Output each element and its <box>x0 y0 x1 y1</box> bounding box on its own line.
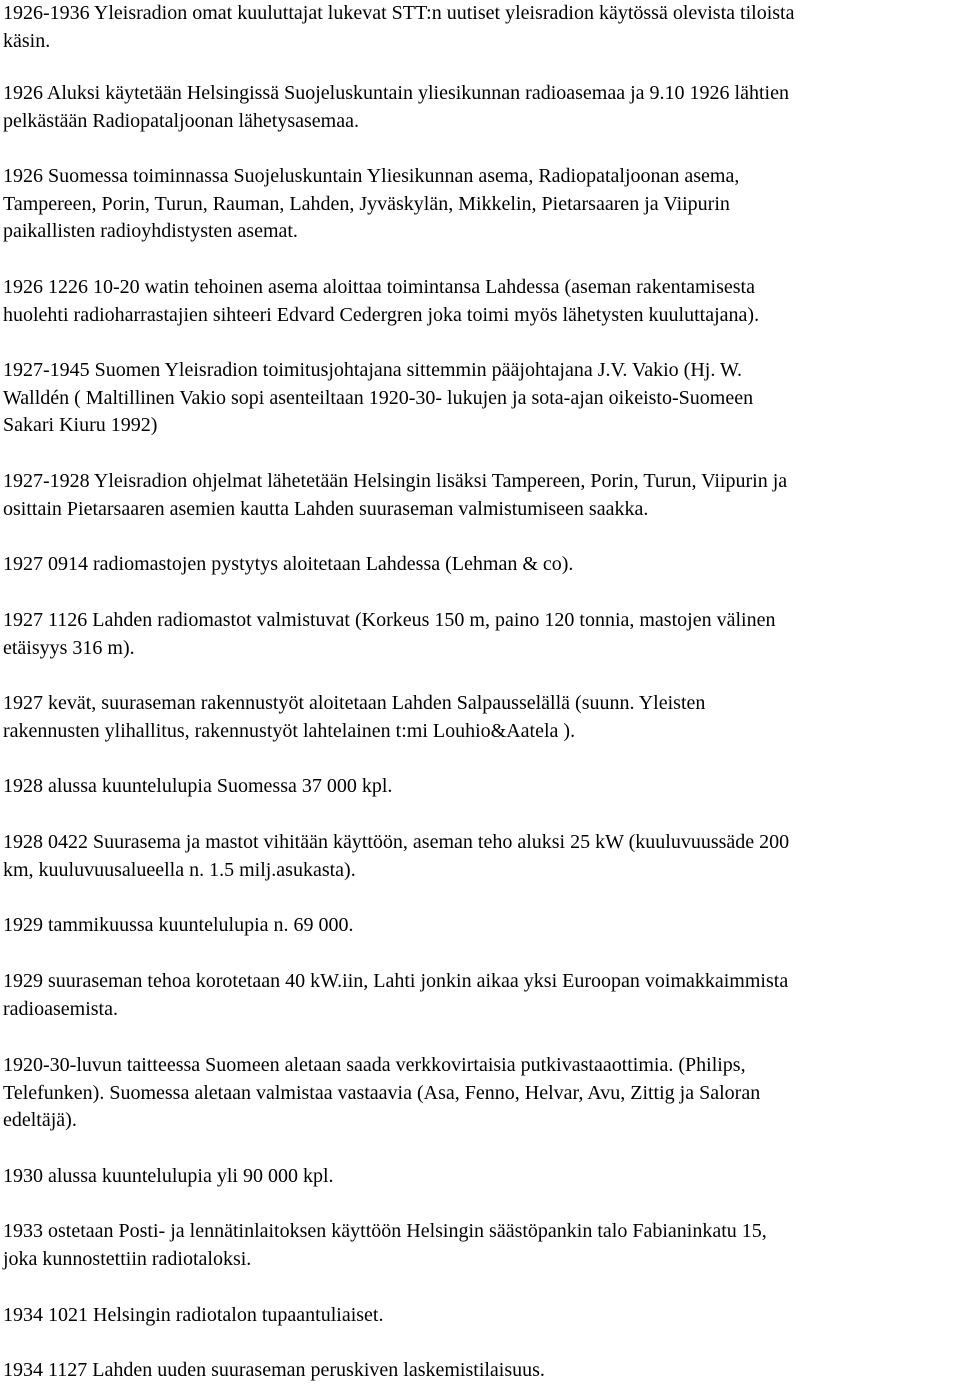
text-line: paikallisten radioyhdistysten asemat. <box>3 220 298 242</box>
timeline-entry <box>3 1218 958 1273</box>
text-line: 1926 Suomessa toiminnassa Suojeluskuntain Yliesikunnan asema, Radiopataljoonan asema, <box>3 165 740 187</box>
text-line: 1929 tammikuussa kuuntelulupia n. 69 000. <box>3 914 354 936</box>
text-line: 1926 1226 10-20 watin tehoinen asema aloittaa toimintansa Lahdessa (aseman rakentamisesta <box>3 276 755 298</box>
timeline-entry <box>3 80 958 135</box>
timeline-entry <box>3 551 958 579</box>
text-line: 1934 1021 Helsingin radiotalon tupaantuliaiset. <box>3 1304 384 1326</box>
timeline-entry <box>3 468 958 523</box>
text-line: 1933 ostetaan Posti- ja lennätinlaitoksen käyttöön Helsingin säästöpankin talo Fabianinkatu 15, <box>3 1220 767 1242</box>
text-line: radioasemista. <box>3 997 118 1020</box>
text-line: 1929 suuraseman tehoa korotetaan 40 kW.iin, Lahti jonkin aikaa yksi Euroopan voimakkaimmista <box>3 970 789 992</box>
timeline-entry <box>3 607 958 662</box>
text-line: etäisyys 316 m). <box>3 636 135 659</box>
text-line: km, kuuluvuusalueella n. 1.5 milj.asukasta). <box>3 858 356 881</box>
text-line: osittain Pietarsaaren asemien kautta Lahden suuraseman valmistumiseen saakka. <box>3 497 649 520</box>
timeline-entry <box>3 163 958 246</box>
text-line: 1927-1945 Suomen Yleisradion toimitusjohtajana sittemmin pääjohtajana J.V. Vakio (Hj. W. <box>3 359 742 381</box>
timeline-entry <box>3 1302 958 1330</box>
timeline-entry <box>3 1163 958 1191</box>
text-line: 1928 0422 Suurasema ja mastot vihitään käyttöön, aseman teho aluksi 25 kW (kuuluvuussäde 200 <box>3 831 790 853</box>
text-line: 1928 alussa kuuntelulupia Suomessa 37 000 kpl. <box>3 775 393 797</box>
timeline-entry <box>3 690 958 745</box>
text-line: pelkästään Radiopataljoonan lähetysasemaa. <box>3 109 359 132</box>
text-line: 1927 1126 Lahden radiomastot valmistuvat (Korkeus 150 m, paino 120 tonnia, mastojen välinen <box>3 609 776 631</box>
text-line: huolehti radioharrastajien sihteeri Edvard Cedergren joka toimi myös lähetysten kuuluttajana). <box>3 303 760 326</box>
text-line: 1927 kevät, suuraseman rakennustyöt aloitetaan Lahden Salpausselällä (suunn. Yleisten <box>3 692 706 714</box>
timeline-entry <box>3 274 958 329</box>
timeline-entry <box>3 0 958 55</box>
text-line: Tampereen, Porin, Turun, Rauman, Lahden, Jyväskylän, Mikkelin, Pietarsaaren ja Viipurin <box>3 192 730 215</box>
timeline-entry <box>3 357 958 440</box>
text-line: 1934 1127 Lahden uuden suuraseman peruskiven laskemistilaisuus. <box>3 1359 545 1381</box>
text-line: 1926-1936 Yleisradion omat kuuluttajat lukevat STT:n uutiset yleisradion käytössä olevista tiloista <box>3 2 795 24</box>
text-line: 1927-1928 Yleisradion ohjelmat lähetetään Helsingin lisäksi Tampereen, Porin, Turun, Viipurin ja <box>3 470 788 492</box>
timeline-entry <box>3 1052 958 1135</box>
timeline-entry <box>3 1357 958 1385</box>
text-line: joka kunnostettiin radiotaloksi. <box>3 1247 252 1270</box>
text-line: 1926 Aluksi käytetään Helsingissä Suojeluskuntain yliesikunnan radioasemaa ja 9.10 1926 lähtien <box>3 82 789 104</box>
timeline-entry <box>3 968 958 1023</box>
timeline-entry <box>3 829 958 884</box>
timeline-entry <box>3 912 958 940</box>
text-line: edeltäjä). <box>3 1109 77 1131</box>
text-line: rakennusten ylihallitus, rakennustyöt lahtelainen t:mi Louhio&Aatela ). <box>3 719 576 742</box>
text-line: 1930 alussa kuuntelulupia yli 90 000 kpl. <box>3 1165 334 1187</box>
text-line: Telefunken). Suomessa aletaan valmistaa vastaavia (Asa, Fenno, Helvar, Avu, Zittig ja Saloran <box>3 1081 761 1104</box>
text-line: käsin. <box>3 29 51 52</box>
text-line: 1920-30-luvun taitteessa Suomeen aletaan saada verkkovirtaisia putkivastaaottimia. (Philips, <box>3 1054 746 1076</box>
text-line: Sakari Kiuru 1992) <box>3 414 158 436</box>
text-line: 1927 0914 radiomastojen pystytys aloitetaan Lahdessa (Lehman & co). <box>3 553 574 575</box>
text-line: Walldén ( Maltillinen Vakio sopi asenteiltaan 1920-30- lukujen ja sota-ajan oikeisto-Suomeen <box>3 386 754 409</box>
timeline-entry <box>3 773 958 801</box>
